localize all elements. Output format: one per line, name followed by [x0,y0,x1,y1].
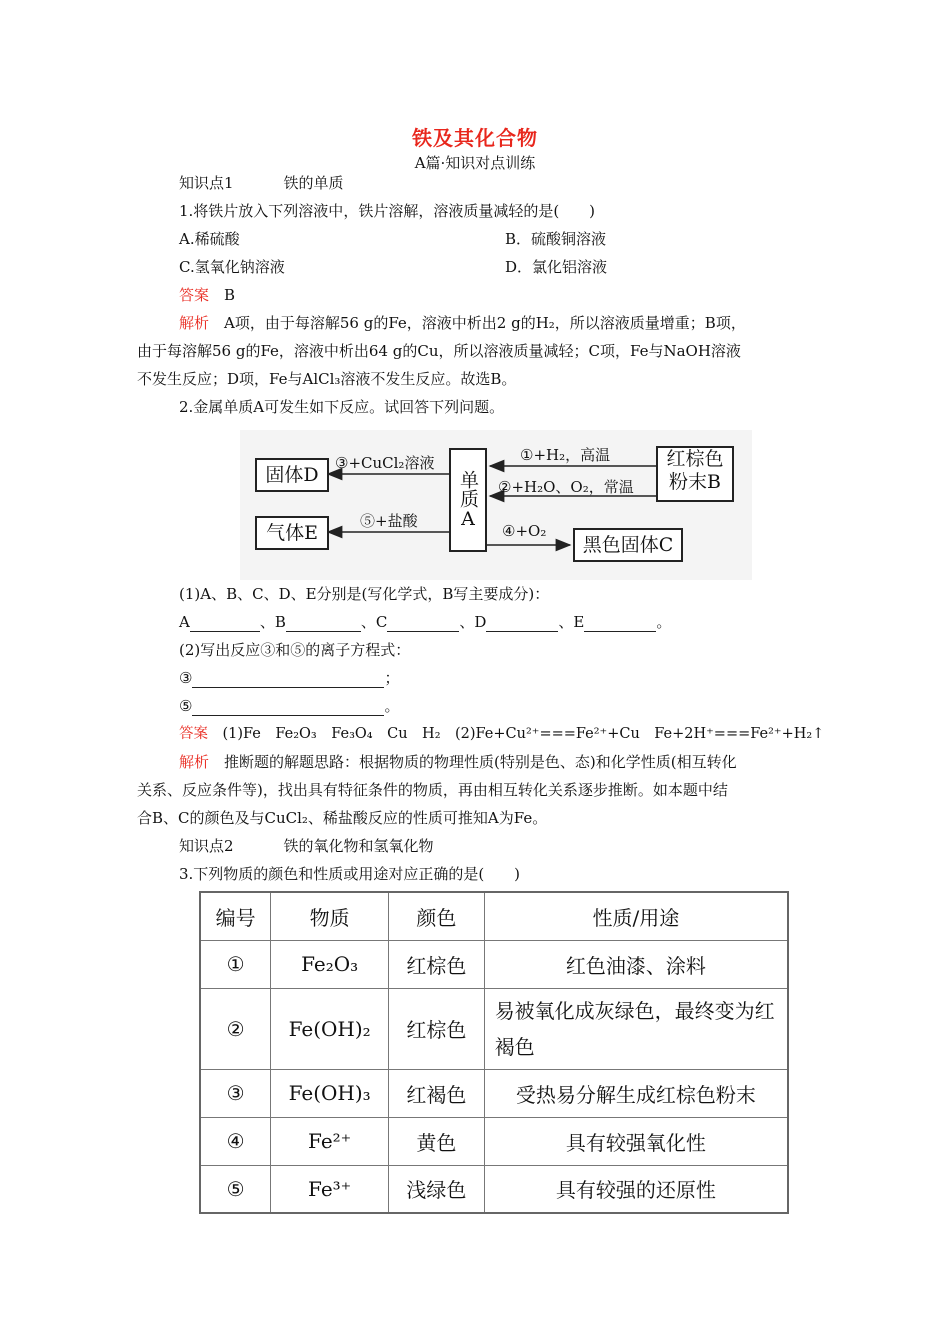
q1-answer-label: 答案 [179,286,210,304]
row-use: 具有较强氧化性 [484,1117,788,1165]
row-color: 红棕色 [389,988,485,1069]
q2-line3 [179,668,399,688]
q1-analysis-line2: 由于每溶解56 g的Fe，溶液中析出64 g的Cu，所以溶液质量减轻；C项，Fe与NaOH溶液 [137,342,741,360]
row-substance: Fe(OH)₃ [271,1069,389,1117]
q2-analysis-label: 解析 [179,753,210,771]
row-substance: Fe(OH)₂ [271,988,389,1069]
blank-end: 。 [656,613,672,631]
red-powder-b-box: 红棕色粉末B [656,446,734,502]
reaction-5-label: ⑤+盐酸 [360,512,418,530]
row-substance: Fe²⁺ [271,1117,389,1165]
q1-answer-value: B [224,286,236,304]
q2-line5 [179,696,399,716]
blank-equation-5[interactable] [192,701,384,716]
line3-label: ③ [179,669,193,687]
row-use: 红色油漆、涂料 [484,940,788,988]
solid-d-box: 固体D [255,458,329,492]
q2-answer [179,724,824,744]
row-color: 黄色 [389,1117,485,1165]
line5-end: 。 [384,697,400,715]
kp1-name: 铁的单质 [283,174,344,192]
q2-stem: 2.金属单质A可发生如下反应。试回答下列问题。 [179,398,505,416]
q2-answer-label: 答案 [179,726,208,742]
row-color: 红褐色 [389,1069,485,1117]
kp2-label: 知识点2 [179,837,234,855]
blank-d[interactable] [486,617,558,632]
blank-label-b: 、B [259,613,286,631]
row-substance: Fe₂O₃ [271,940,389,988]
q2-part1: (1)A、B、C、D、E分别是(写化学式，B写主要成分)： [179,585,550,603]
reaction-3-label: ③+CuCl₂溶液 [335,454,435,472]
kp1-label: 知识点1 [179,174,234,192]
row-use: 易被氧化成灰绿色，最终变为红褐色 [484,988,788,1069]
reaction-4-label: ④+O₂ [502,522,547,540]
q1-answer [179,285,235,305]
table-row [200,940,788,988]
single-a-box: 单质A [449,448,487,552]
row-number: ⑤ [200,1165,271,1213]
row-use: 受热易分解生成红棕色粉末 [484,1069,788,1117]
table-row [200,1069,788,1117]
properties-table [199,891,789,1214]
q1-option-d: D．氯化铝溶液 [505,258,608,276]
q1-analysis-line3: 不发生反应；D项，Fe与AlCl₃溶液不发生反应。故选B。 [137,370,517,388]
blank-label-a: A [179,613,190,631]
q3-stem: 3.下列物质的颜色和性质或用途对应正确的是( ) [179,865,521,883]
header-color: 颜色 [389,892,485,940]
reaction-diagram [240,430,752,580]
line3-end: ； [384,669,400,687]
header-use: 性质/用途 [484,892,788,940]
knowledge-point-2 [179,836,434,856]
q2-analysis-text1: 推断题的解题思路：根据物质的物理性质(特别是色、态)和化学性质(相互转化 [224,753,737,771]
table-row [200,988,788,1069]
q2-analysis-line2: 关系、反应条件等)，找出具有特征条件的物质，再由相互转化关系逐步推断。如本题中结 [137,781,728,799]
section-subtitle: A篇·知识对点训练 [414,154,536,172]
blank-label-d: 、D [459,613,487,631]
reaction-1-label: ①+H₂，高温 [520,446,611,464]
q2-part2: (2)写出反应③和⑤的离子方程式： [179,641,411,659]
blank-a[interactable] [190,617,260,632]
q1-option-c: C.氢氧化钠溶液 [179,258,285,276]
row-color: 浅绿色 [389,1165,485,1213]
table-header-row [200,892,788,940]
q1-stem: 1.将铁片放入下列溶液中，铁片溶解，溶液质量减轻的是( ) [179,202,596,220]
reaction-2-label: ②+H₂O、O₂，常温 [498,478,634,496]
row-number: ④ [200,1117,271,1165]
q1-option-b: B．硫酸铜溶液 [505,230,607,248]
blank-label-e: 、E [558,613,585,631]
knowledge-point-1 [179,173,344,193]
q2-blanks [179,612,671,632]
row-color: 红棕色 [389,940,485,988]
header-substance: 物质 [271,892,389,940]
blank-c[interactable] [387,617,459,632]
blank-b[interactable] [286,617,361,632]
row-use: 具有较强的还原性 [484,1165,788,1213]
row-number: ③ [200,1069,271,1117]
q1-analysis-label: 解析 [179,314,210,332]
header-number: 编号 [200,892,271,940]
gas-e-box: 气体E [255,516,329,550]
q2-analysis-line3: 合B、C的颜色及与CuCl₂、稀盐酸反应的性质可推知A为Fe。 [137,809,548,827]
page-title: 铁及其化合物 [412,126,538,150]
blank-label-c: 、C [360,613,388,631]
q1-option-a: A.稀硫酸 [179,230,240,248]
table-row [200,1117,788,1165]
blank-equation-3[interactable] [192,673,384,688]
black-solid-c-box: 黑色固体C [573,528,683,562]
blank-e[interactable] [584,617,656,632]
row-number: ② [200,988,271,1069]
kp2-name: 铁的氧化物和氢氧化物 [283,837,434,855]
q2-answer-value: (1)Fe Fe₂O₃ Fe₃O₄ Cu H₂ (2)Fe+Cu²⁺===Fe²⁺+Cu Fe+2H⁺===Fe²⁺+H₂↑ [222,726,825,742]
q1-analysis-line1 [179,313,746,333]
q2-analysis-line1 [179,752,737,772]
q1-analysis-text1: A项，由于每溶解56 g的Fe，溶液中析出2 g的H₂，所以溶液质量增重；B项， [224,314,746,332]
table-row [200,1165,788,1213]
row-number: ① [200,940,271,988]
line5-label: ⑤ [179,697,193,715]
row-substance: Fe³⁺ [271,1165,389,1213]
